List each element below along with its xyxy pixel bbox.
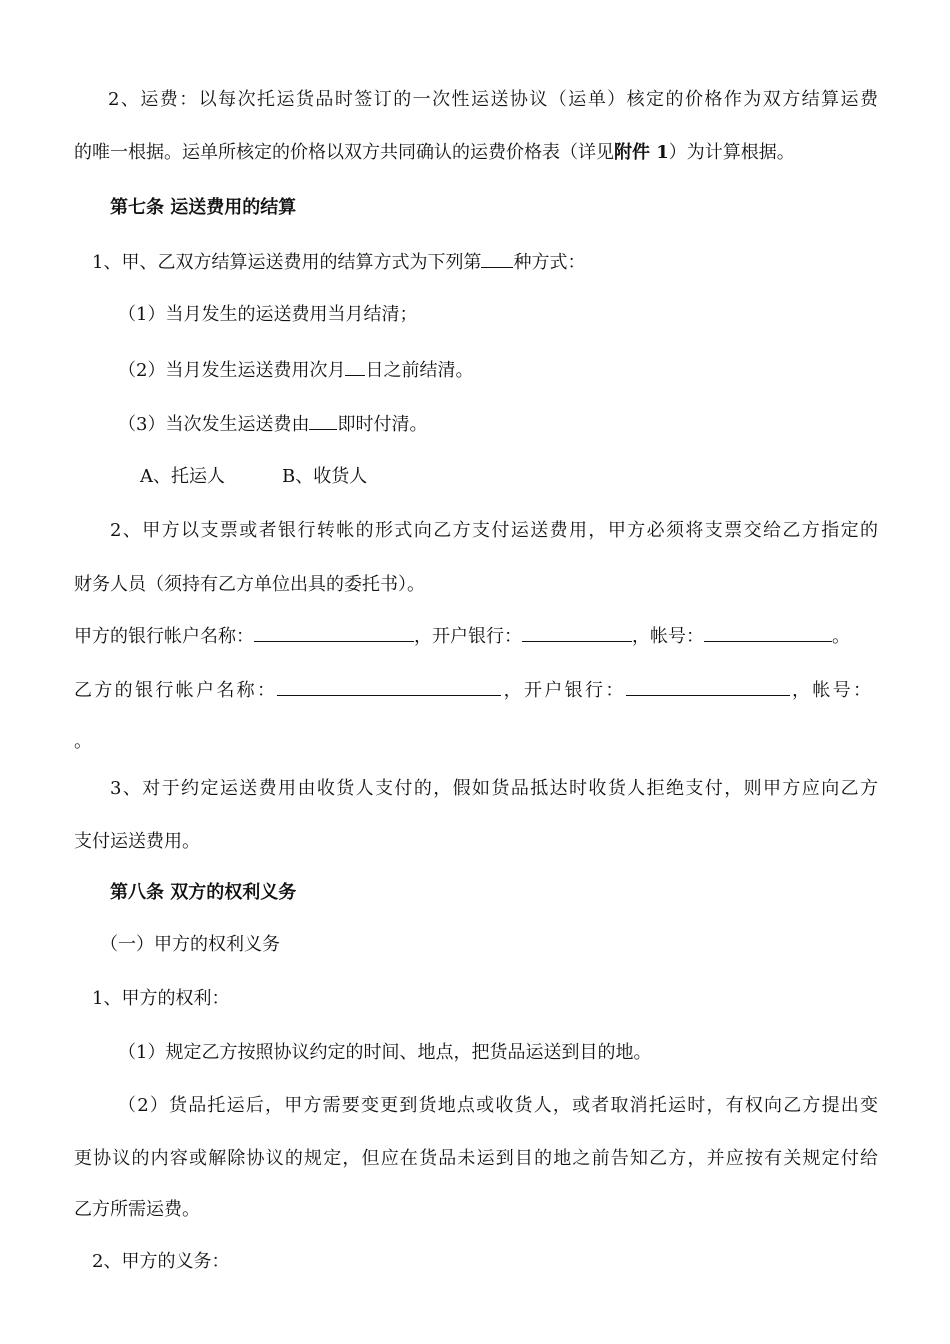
article-7-item1: 1、甲、乙双方结算运送费用的结算方式为下列第 种方式： bbox=[92, 249, 585, 275]
bank-info-party-a: 甲方的银行帐户名称： ，开户银行： ，帐号： 。 bbox=[74, 623, 850, 649]
article-7-heading: 第七条 运送费用的结算 bbox=[110, 197, 297, 218]
blank-method[interactable] bbox=[481, 249, 513, 268]
bank-info-party-b-period: 。 bbox=[74, 731, 92, 752]
option-2: （2）当月发生运送费用次月 日之前结清。 bbox=[118, 357, 473, 383]
right-2-line3: 乙方所需运费。 bbox=[74, 1199, 200, 1220]
article-7-item3-line1: 3、对于约定运送费用由收货人支付的，假如货品抵达时收货人拒绝支付，则甲方应向乙方 bbox=[110, 778, 878, 799]
option-1: （1）当月发生的运送费用当月结清； bbox=[118, 304, 418, 325]
choice-b: B、收货人 bbox=[282, 466, 368, 487]
right-2-line2: 更协议的内容或解除协议的规定，但应在货品未运到目的地之前告知乙方，并应按有关规定付给 bbox=[74, 1148, 878, 1169]
party-b-account-name-field[interactable] bbox=[277, 677, 501, 696]
appendix-reference: 附件 1 bbox=[614, 142, 669, 163]
paragraph-freight-line1: 2、运费：以每次托运货品时签订的一次性运送协议（运单）核定的价格作为双方结算运费 bbox=[108, 89, 878, 110]
party-a-account-number-field[interactable] bbox=[704, 623, 832, 642]
party-a-bank-field[interactable] bbox=[522, 623, 632, 642]
party-a-section-title: （一）甲方的权利义务 bbox=[100, 934, 280, 955]
party-a-account-name-field[interactable] bbox=[254, 623, 414, 642]
choice-a: A、托运人 bbox=[140, 466, 225, 487]
party-b-bank-field[interactable] bbox=[626, 677, 790, 696]
blank-day[interactable] bbox=[345, 357, 365, 376]
right-2-line1: （2）货品托运后，甲方需要变更到货地点或收货人，或者取消托运时，有权向乙方提出变 bbox=[118, 1095, 878, 1116]
option-3: （3）当次发生运送费由 即时付清。 bbox=[118, 411, 427, 437]
article-7-item3-line2: 支付运送费用。 bbox=[74, 831, 200, 852]
article-7-item2-line1: 2、甲方以支票或者银行转帐的形式向乙方支付运送费用，甲方必须将支票交给乙方指定的 bbox=[110, 520, 878, 541]
article-8-heading: 第八条 双方的权利义务 bbox=[110, 882, 297, 903]
party-a-duties-title: 2、甲方的义务： bbox=[92, 1251, 230, 1272]
party-a-rights-title: 1、甲方的权利： bbox=[92, 988, 230, 1009]
bank-info-party-b: 乙方的银行帐户名称： ，开户银行： ，帐号： bbox=[74, 677, 871, 703]
blank-payer[interactable] bbox=[309, 411, 337, 430]
article-7-item2-line2: 财务人员（须持有乙方单位出具的委托书）。 bbox=[74, 574, 425, 595]
paragraph-freight-line2: 的唯一根据。运单所核定的价格以双方共同确认的运费价格表（详见附件 1）为计算根据。 bbox=[74, 142, 795, 163]
right-1: （1）规定乙方按照协议约定的时间、地点，把货品运送到目的地。 bbox=[118, 1042, 652, 1063]
